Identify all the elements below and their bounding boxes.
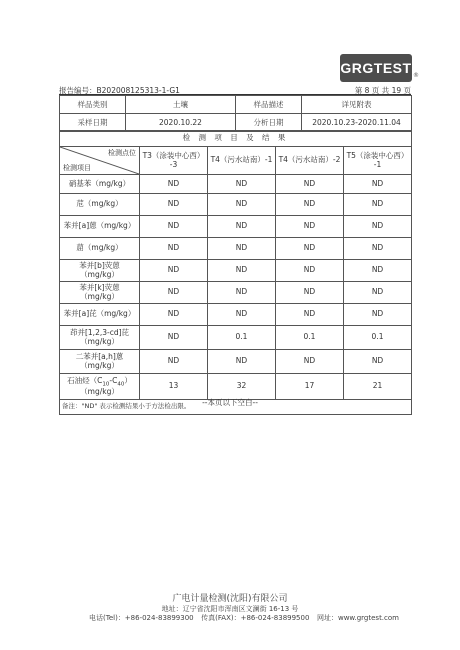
page-number: 8 [364, 86, 370, 95]
analysis-date-label: 分析日期 [236, 114, 302, 132]
table-cell: ND [344, 304, 412, 326]
table-cell: ND [208, 175, 276, 194]
table-cell: ND [344, 238, 412, 260]
column-header-t3-3 [140, 147, 208, 175]
page-total: 19 [391, 86, 402, 95]
row-label: 硝基苯（mg/kg） [60, 175, 140, 194]
footer-company-name: 广电计量检测(沈阳)有限公司 [172, 594, 288, 604]
table-cell: ND [208, 304, 276, 326]
table-cell: ND [140, 260, 208, 282]
table-cell: ND [344, 216, 412, 238]
table-note: 备注："ND" 表示检测结果小于方法检出限。 [60, 400, 412, 415]
grgtest-logo [340, 54, 412, 82]
row-label: 苯并[k]荧蒽（mg/kg） [60, 282, 140, 304]
sample-type-label: 样品类别 [60, 96, 126, 114]
row-label: 苯并[a]芘（mg/kg） [60, 304, 140, 326]
table-row [60, 282, 412, 304]
sampling-date-value: 2020.10.22 [126, 114, 236, 132]
report-number-label: 报告编号： [59, 86, 97, 95]
corner-header-cell [60, 147, 140, 175]
table-cell: ND [140, 326, 208, 350]
table-cell: ND [276, 350, 344, 374]
table-row [60, 374, 412, 400]
table-cell: ND [140, 216, 208, 238]
footer-website: 网址：www.grgtest.com [316, 614, 399, 622]
row-label-line2: （mg/kg） [80, 360, 119, 370]
report-number-value: B202008125313-1-G1 [96, 86, 180, 95]
table-row [60, 175, 412, 194]
table-row [60, 260, 412, 282]
table-cell: ND [276, 175, 344, 194]
sample-desc-label: 样品描述 [236, 96, 302, 114]
results-table [59, 130, 412, 415]
col-header-line2: -3 [169, 159, 178, 169]
table-cell: ND [208, 194, 276, 216]
sample-type-value: 土壤 [126, 96, 236, 114]
table-cell: ND [276, 194, 344, 216]
table-row [60, 326, 412, 350]
table-cell: ND [140, 194, 208, 216]
table-cell: ND [276, 238, 344, 260]
table-cell: ND [344, 175, 412, 194]
row-label-line2: （mg/kg） [80, 386, 119, 396]
table-cell: ND [276, 216, 344, 238]
table-row [60, 304, 412, 326]
sampling-date-label: 采样日期 [60, 114, 126, 132]
row-label: 苯并[a]蒽（mg/kg） [60, 216, 140, 238]
col-header-line1: T4（污水站南）-2 [278, 155, 341, 165]
corner-top-label: 检测点位 [108, 149, 136, 157]
table-row [60, 238, 412, 260]
table-cell: 32 [208, 374, 276, 400]
table-cell: ND [344, 194, 412, 216]
page-suffix: 页 [403, 86, 411, 95]
table-cell: 13 [140, 374, 208, 400]
row-label-line2: （mg/kg） [80, 336, 119, 346]
footer-tel: 电话(Tel)：+86-024-83899300 [89, 614, 194, 622]
table-cell: ND [276, 260, 344, 282]
table-cell: 17 [276, 374, 344, 400]
table-cell: 0.1 [344, 326, 412, 350]
table-cell: ND [140, 175, 208, 194]
page-mid: 页 共 [371, 86, 390, 95]
col-header-line1: T3（涂装中心西） [142, 150, 205, 160]
col-header-line1: T4（污水站南）-1 [210, 155, 273, 165]
table-cell: ND [140, 238, 208, 260]
footer-fax: 传真(FAX)：+86-024-83899500 [201, 614, 310, 622]
row-label [60, 326, 140, 350]
row-label-line1: 二苯并[a,h]蒽 [75, 351, 124, 361]
logo-text: GRGTEST [340, 60, 412, 76]
corner-bottom-label: 检测项目 [63, 163, 91, 172]
table-cell: ND [208, 238, 276, 260]
table-cell: ND [208, 350, 276, 374]
table-cell: ND [276, 304, 344, 326]
table-row [60, 216, 412, 238]
table-row [60, 194, 412, 216]
row-label-line1: 石油烃$(C_{10}-C_{40})$ [67, 375, 132, 388]
footer-address: 地址：辽宁省沈阳市浑南区文澜街 16-13 号 [161, 605, 299, 613]
table-cell: 0.1 [208, 326, 276, 350]
table-cell: ND [344, 350, 412, 374]
page-prefix: 第 [354, 86, 363, 95]
sample-desc-value: 详见附表 [302, 96, 412, 114]
row-label [60, 374, 140, 400]
row-label: 䓛（mg/kg） [60, 238, 140, 260]
sample-info-table [59, 95, 412, 132]
column-header-t4-1 [208, 147, 276, 175]
row-label: 苊（mg/kg） [60, 194, 140, 216]
table-cell: ND [140, 304, 208, 326]
table-row [60, 350, 412, 374]
table-cell: 21 [344, 374, 412, 400]
column-header-t4-2 [276, 147, 344, 175]
table-cell: ND [344, 260, 412, 282]
row-label-line1: 茚并[1,2,3-cd]芘 [69, 327, 130, 337]
table-cell: ND [208, 260, 276, 282]
table-cell: 0.1 [276, 326, 344, 350]
table-cell: ND [276, 282, 344, 304]
col-header-line2: -1 [373, 159, 382, 169]
blank-below-notice: --本页以下空白-- [202, 398, 258, 407]
table-cell: ND [344, 282, 412, 304]
footer-contacts [89, 613, 399, 623]
column-header-t5-1 [344, 147, 412, 175]
table-cell: ND [208, 282, 276, 304]
table-cell: ND [140, 350, 208, 374]
results-title: 检 测 项 目 及 结 果 [60, 131, 412, 147]
row-label [60, 350, 140, 374]
registered-mark: ® [413, 72, 419, 79]
row-label: 苯并[b]荧蒽（mg/kg） [60, 260, 140, 282]
table-cell: ND [208, 216, 276, 238]
col-header-line1: T5（涂装中心西） [346, 150, 409, 160]
analysis-date-value: 2020.10.23-2020.11.04 [302, 114, 412, 132]
table-cell: ND [140, 282, 208, 304]
